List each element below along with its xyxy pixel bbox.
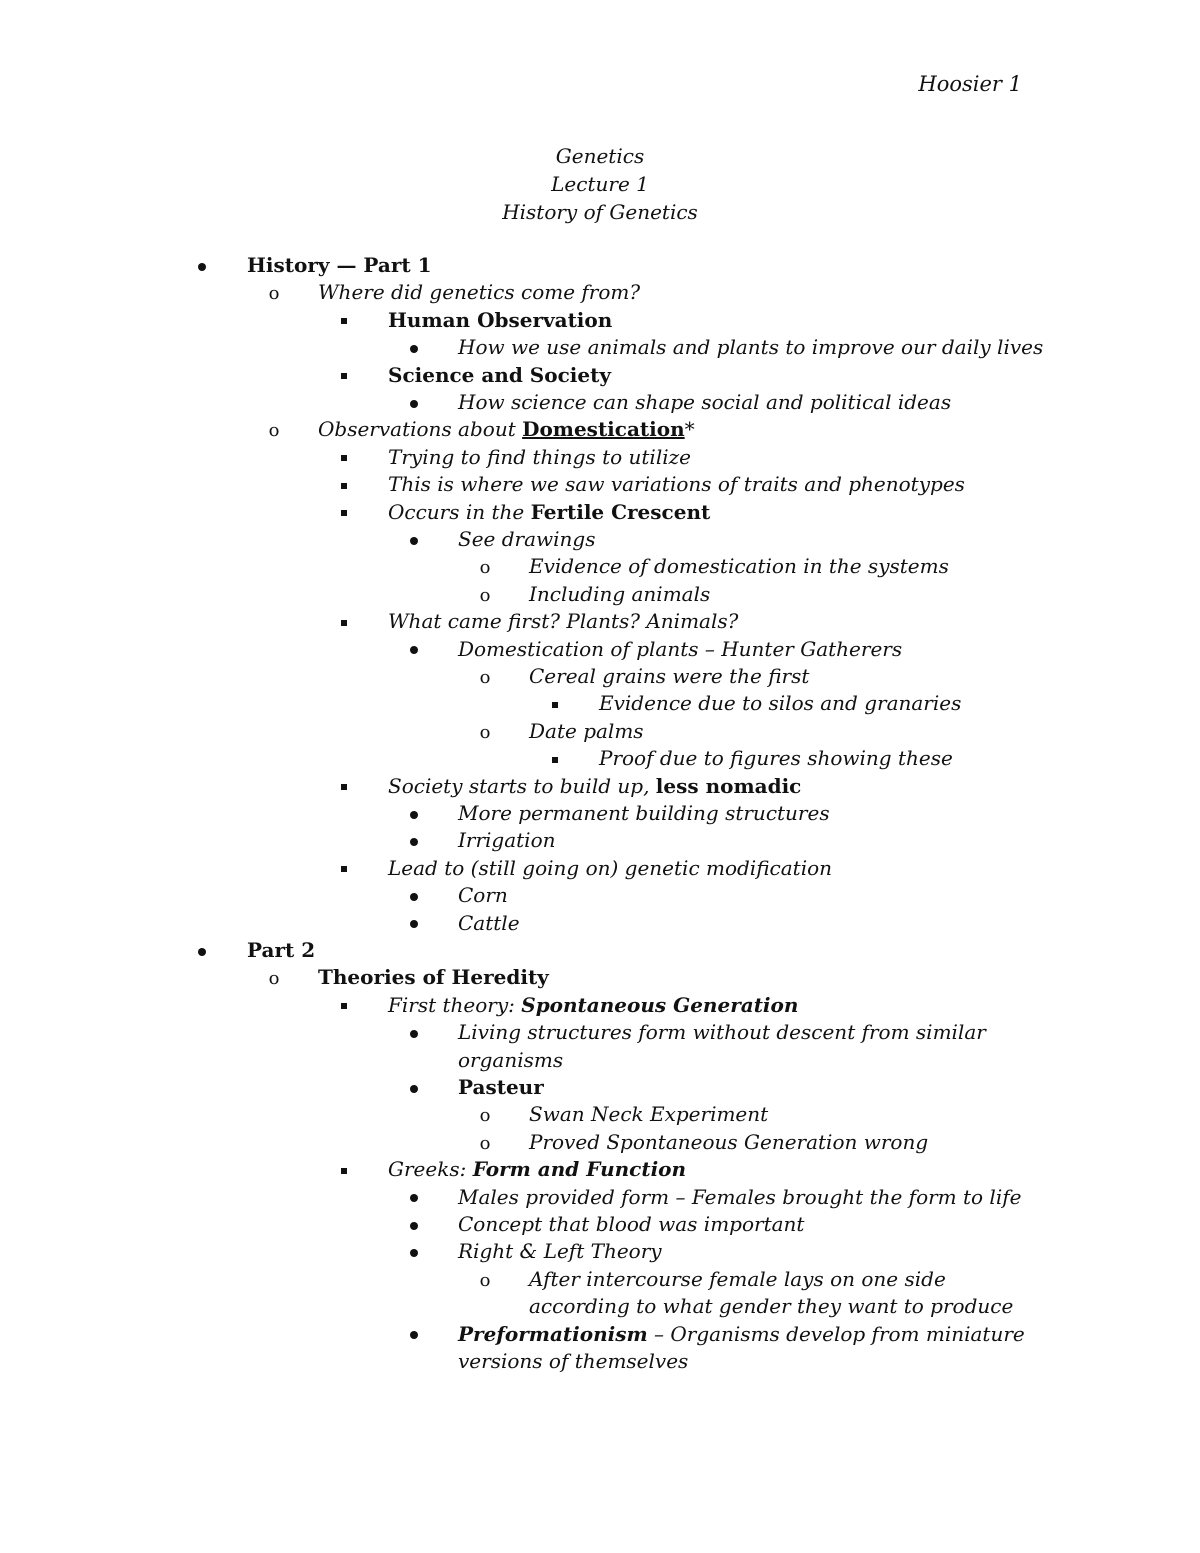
text-segment: Spontaneous Generation <box>521 992 799 1017</box>
course-title: Genetics <box>555 144 645 168</box>
text-segment: versions of themselves <box>458 1349 689 1373</box>
bullet-dot-icon <box>399 389 429 416</box>
outline-item-text <box>388 1156 686 1183</box>
text-segment: First theory: <box>388 992 522 1017</box>
outline-item-text <box>388 307 612 334</box>
bullet-square-icon <box>329 773 359 800</box>
text-segment: Swan Neck Experiment <box>529 1102 769 1127</box>
outline-item-text <box>458 882 508 909</box>
text-segment: Right & Left Theory <box>458 1239 662 1264</box>
text-segment: History — Part 1 <box>247 253 432 277</box>
text-segment: Date palms <box>529 718 644 743</box>
outline-item-text <box>458 1348 688 1375</box>
text-segment: Science and Society <box>388 362 611 387</box>
text-segment: Concept that blood was important <box>458 1212 805 1236</box>
text-segment: Corn <box>458 883 508 908</box>
outline-item-text <box>529 1293 1013 1320</box>
bullet-circle-icon: o <box>268 420 280 442</box>
text-segment: See drawings <box>458 527 596 551</box>
bullet-dot-icon <box>399 882 429 909</box>
bullet-circle-icon: o <box>479 1132 491 1154</box>
bullet-circle-icon: o <box>268 283 280 305</box>
text-segment: Trying to find things to utilize <box>388 444 691 469</box>
outline-item-text <box>458 1074 544 1101</box>
outline-item-text <box>458 1047 563 1074</box>
outline-item-text <box>388 362 611 389</box>
outline-item-text <box>458 526 595 553</box>
bullet-square-icon <box>329 1156 359 1183</box>
outline-item-text <box>529 553 949 580</box>
text-segment: Domestication <box>522 417 685 442</box>
bullet-square-icon <box>329 444 359 471</box>
outline-item-text <box>388 444 691 471</box>
outline-item-text <box>458 1238 662 1265</box>
text-segment: Domestication of plants – Hunter Gatherers <box>458 636 903 661</box>
text-segment: Including animals <box>529 581 711 606</box>
bullet-dot-icon <box>399 526 429 553</box>
bullet-dot-icon <box>399 1211 429 1238</box>
lecture-topic: History of Genetics <box>502 200 698 224</box>
text-segment: Lead to (still going on) genetic modification <box>388 855 833 880</box>
bullet-square-icon <box>329 307 359 334</box>
text-segment: Preformationism <box>458 1321 648 1346</box>
bullet-dot-icon <box>399 1184 429 1211</box>
bullet-dot-icon <box>187 937 217 964</box>
outline-item-text <box>458 910 520 937</box>
text-segment: Part 2 <box>247 938 316 962</box>
text-segment: This is where we saw variations of traits and phenotypes <box>388 472 965 497</box>
bullet-circle-icon: o <box>479 584 491 606</box>
lecture-number: Lecture 1 <box>551 172 649 196</box>
outline-item-text <box>599 745 953 772</box>
outline-item-text <box>529 581 710 608</box>
outline-item-text <box>247 252 432 279</box>
outline-item-text <box>318 964 549 991</box>
text-segment: How we use animals and plants to improve our daily lives <box>458 335 1044 360</box>
bullet-square-icon <box>329 992 359 1019</box>
text-segment: Proved Spontaneous Generation wrong <box>529 1129 929 1154</box>
outline-item-text <box>458 334 1043 361</box>
text-segment: Cattle <box>458 910 520 935</box>
text-segment: Society starts to build up, <box>388 773 656 798</box>
text-segment: Occurs in the <box>388 499 531 524</box>
bullet-square-icon <box>329 471 359 498</box>
text-segment: organisms <box>458 1047 564 1072</box>
text-segment: Males provided form – Females brought the form to life <box>458 1184 1022 1209</box>
outline-item-text <box>388 471 965 498</box>
bullet-dot-icon <box>399 1321 429 1348</box>
outline-item-text <box>599 690 961 717</box>
outline-item-text <box>458 636 902 663</box>
bullet-circle-icon: o <box>479 721 491 743</box>
outline-item-text <box>458 800 830 827</box>
bullet-square-icon <box>329 855 359 882</box>
outline-item-text <box>458 1321 1025 1348</box>
text-segment: according to what gender they want to produce <box>529 1294 1014 1319</box>
outline-item-text <box>458 1211 804 1238</box>
text-segment: Living structures form without descent from similar <box>458 1020 986 1045</box>
outline-item-text <box>458 827 556 854</box>
outline-item-text <box>458 1019 986 1046</box>
text-segment: Proof due to figures showing these <box>599 746 953 771</box>
outline-item-text <box>458 1184 1021 1211</box>
bullet-dot-icon <box>399 1074 429 1101</box>
bullet-square-icon <box>540 690 570 717</box>
text-segment: More permanent building structures <box>458 801 830 825</box>
text-segment: * <box>684 417 695 442</box>
bullet-square-icon <box>329 499 359 526</box>
outline-item-text <box>318 416 695 443</box>
bullet-dot-icon <box>399 334 429 361</box>
outline-item-text <box>318 279 640 306</box>
outline-item-text <box>529 1101 768 1128</box>
bullet-circle-icon: o <box>479 557 491 579</box>
outline-item-text <box>247 937 315 964</box>
bullet-dot-icon <box>399 636 429 663</box>
text-segment: Fertile Crescent <box>530 499 711 524</box>
bullet-square-icon <box>540 745 570 772</box>
outline-item-text <box>529 1266 946 1293</box>
bullet-dot-icon <box>399 827 429 854</box>
outline-item-text <box>388 773 801 800</box>
bullet-circle-icon: o <box>479 1269 491 1291</box>
text-segment: Irrigation <box>458 828 556 853</box>
bullet-circle-icon: o <box>479 667 491 688</box>
bullet-dot-icon <box>187 252 217 279</box>
bullet-dot-icon <box>399 1238 429 1265</box>
outline-item-text <box>529 718 644 745</box>
outline-item-text <box>388 499 710 526</box>
bullet-square-icon <box>329 362 359 389</box>
text-segment: Evidence of domestication in the systems <box>529 554 949 579</box>
bullet-circle-icon: o <box>479 1105 491 1127</box>
text-segment: Human Observation <box>388 307 613 332</box>
text-segment: Cereal grains were the first <box>529 664 810 688</box>
outline-item-text <box>529 1129 928 1156</box>
text-segment: How science can shape social and political ideas <box>458 390 952 414</box>
text-segment: less nomadic <box>655 773 802 798</box>
text-segment: Form and Function <box>472 1157 687 1182</box>
outline-item-text <box>529 663 809 690</box>
text-segment: After intercourse female lays on one side <box>529 1266 946 1291</box>
text-segment: Pasteur <box>458 1075 544 1099</box>
bullet-dot-icon <box>399 800 429 827</box>
text-segment: Evidence due to silos and granaries <box>599 691 962 716</box>
bullet-square-icon <box>329 608 359 635</box>
outline-item-text <box>388 608 738 635</box>
text-segment: Where did genetics come from? <box>318 280 641 305</box>
text-segment: Observations about <box>318 417 523 442</box>
outline-item-text <box>388 855 832 882</box>
text-segment: Theories of Heredity <box>318 965 549 990</box>
bullet-circle-icon: o <box>268 968 280 990</box>
outline-item-text <box>388 992 798 1019</box>
text-segment: Greeks: <box>388 1157 473 1182</box>
bullet-dot-icon <box>399 910 429 937</box>
text-segment: What came first? Plants? Animals? <box>388 609 739 634</box>
outline-item-text <box>458 389 951 416</box>
text-segment: – Organisms develop from miniature <box>647 1321 1025 1346</box>
document-titles <box>0 142 1200 226</box>
running-head: Hoosier 1 <box>918 72 1022 96</box>
bullet-dot-icon <box>399 1019 429 1046</box>
